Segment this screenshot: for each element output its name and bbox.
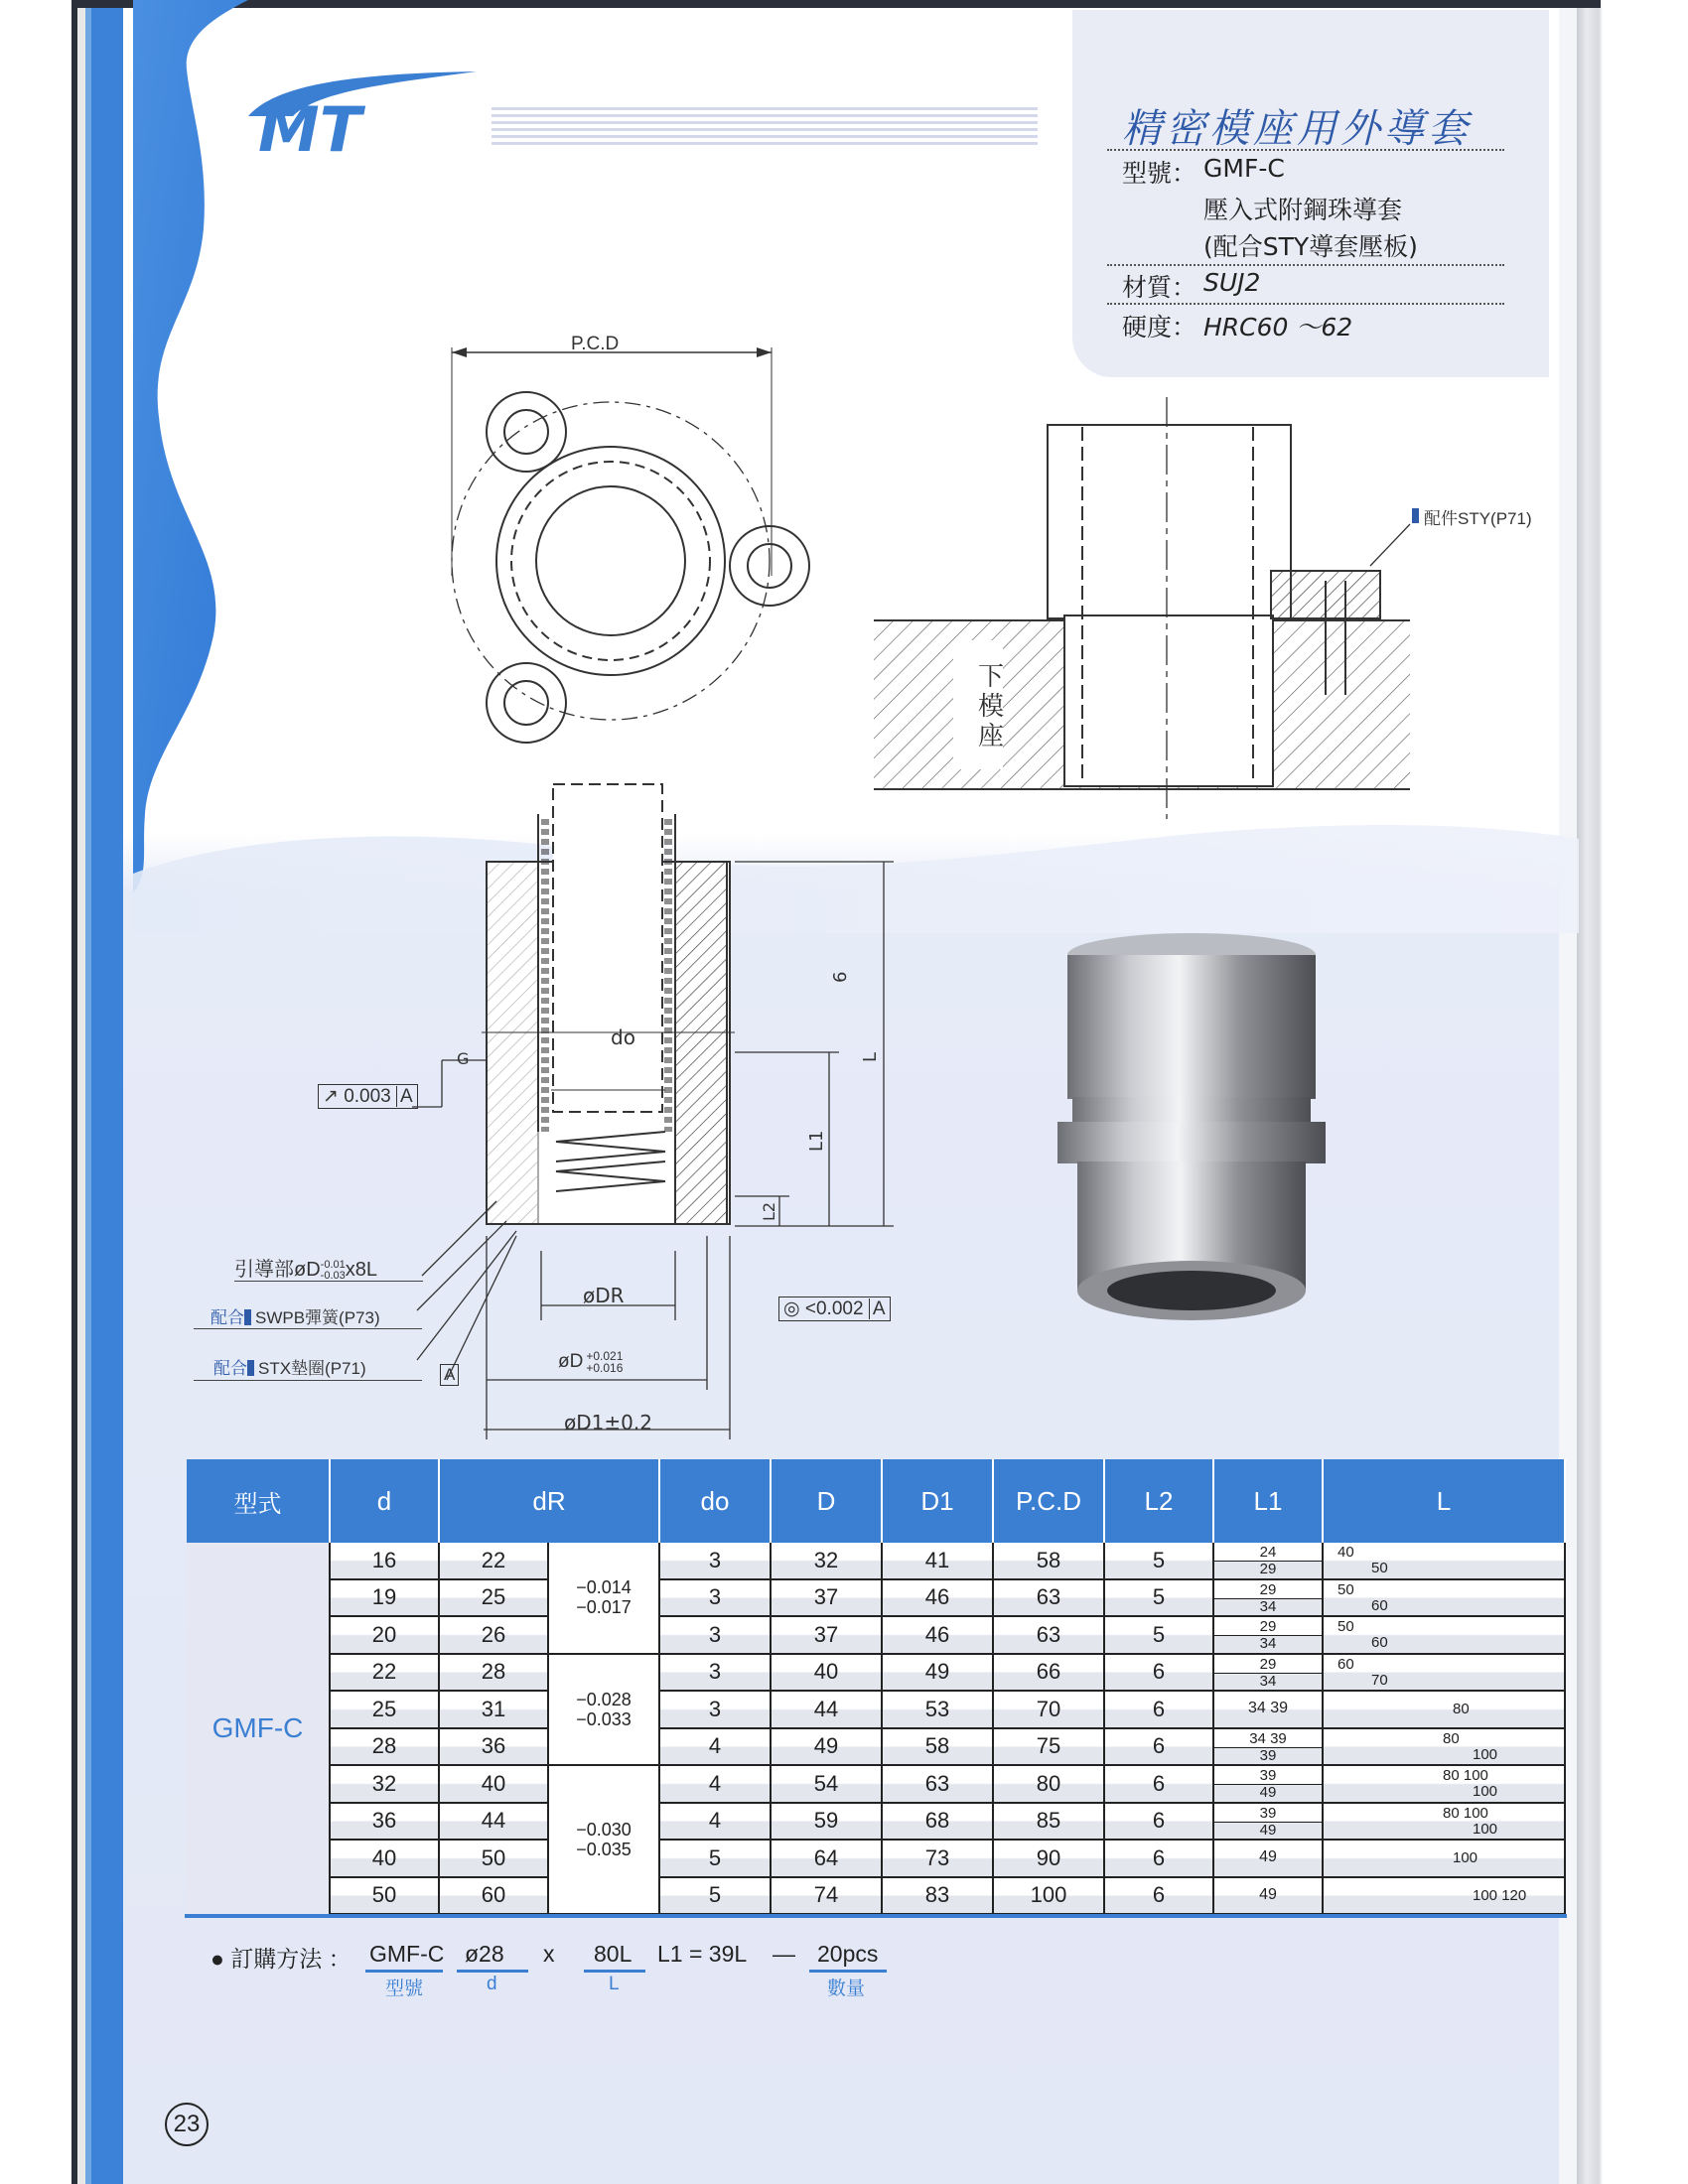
l-value-a: 80 100 (1443, 1767, 1488, 1784)
l1-value: 34 39 (1247, 1700, 1289, 1716)
l1-value-a: 29 (1259, 1655, 1277, 1673)
D1-cell: 58 (882, 1728, 993, 1766)
sty-part-label: 配件STY(P71) (1424, 509, 1532, 528)
l1-cell (1213, 1654, 1323, 1692)
dr-cell: 22 (439, 1543, 548, 1579)
l-cell (1323, 1728, 1565, 1766)
order-dash: — (773, 1941, 795, 1967)
do-cell: 4 (659, 1728, 771, 1766)
pcd-cell: 66 (993, 1654, 1104, 1692)
D-cell: 74 (771, 1877, 882, 1915)
concentricity-value: <0.002 (804, 1298, 864, 1319)
D1-cell: 68 (882, 1803, 993, 1841)
washer-fit-text: STX墊圈(P71) (258, 1359, 366, 1378)
model-value: GMF-C (1203, 154, 1285, 183)
underline (365, 1970, 443, 1973)
D1-cell: 46 (882, 1616, 993, 1654)
do-cell: 4 (659, 1803, 771, 1841)
dr-cell: 44 (439, 1803, 548, 1841)
tolerance-lower: −0.033 (576, 1708, 632, 1729)
l1-value-a: 29 (1259, 1618, 1277, 1635)
D1-cell: 41 (882, 1543, 993, 1579)
l2-cell: 6 (1104, 1803, 1213, 1841)
hardness-label: 硬度： (1122, 313, 1197, 341)
l-cell (1323, 1765, 1565, 1803)
l-value-a: 40 (1337, 1544, 1354, 1561)
l-tol-label: L (860, 1051, 881, 1062)
lower-die-seat-label-2: 模 (978, 692, 1005, 722)
dr-cell: 60 (439, 1877, 548, 1915)
header-pcd: P.C.D (993, 1459, 1104, 1543)
d-cell: 36 (330, 1803, 439, 1841)
guide-part-text: 引導部øD (234, 1259, 321, 1281)
table-row (187, 1654, 1565, 1692)
l-cell (1323, 1803, 1565, 1841)
d-cell: 40 (330, 1840, 439, 1877)
l2-cell: 6 (1104, 1840, 1213, 1877)
od-label (558, 1350, 623, 1374)
pcd-cell: 63 (993, 1616, 1104, 1654)
dr-cell: 40 (439, 1765, 548, 1803)
underline (809, 1970, 887, 1973)
l-value-a: 80 (1443, 1729, 1460, 1747)
spring-fit-prefix: 配合 (211, 1308, 244, 1327)
order-qty: 20pcs (817, 1941, 879, 1967)
do-cell: 4 (659, 1765, 771, 1803)
l2-cell: 5 (1104, 1579, 1213, 1617)
d-cell: 28 (330, 1728, 439, 1766)
header-dr: dR (439, 1459, 659, 1543)
lower-die-seat-label-3: 座 (978, 722, 1005, 751)
blue-marker-icon (247, 1360, 254, 1376)
guide-bushing-section (482, 784, 735, 1224)
l-value-a: 80 100 (1443, 1804, 1488, 1822)
l1-cell (1213, 1579, 1323, 1617)
l1-value-b: 34 (1214, 1598, 1322, 1614)
model-label: 型號： (1122, 159, 1197, 188)
datum-a: A (869, 1298, 886, 1319)
l1-value-a: 34 39 (1249, 1729, 1287, 1747)
D-cell: 49 (771, 1728, 882, 1766)
do-cell: 3 (659, 1654, 771, 1692)
dr-cell: 36 (439, 1728, 548, 1766)
D-cell: 44 (771, 1691, 882, 1728)
l-cell (1323, 1543, 1565, 1579)
datum-a: A (396, 1086, 413, 1107)
l1-value-a: 39 (1259, 1767, 1277, 1784)
table-row (187, 1616, 1565, 1654)
od-tolerance (586, 1350, 623, 1374)
l-value-b: 100 (1473, 1745, 1498, 1763)
table-row (187, 1803, 1565, 1841)
do-cell: 5 (659, 1877, 771, 1915)
l1-value-b: 29 (1214, 1561, 1322, 1576)
g-label-1: G (457, 1049, 470, 1068)
D-cell: 64 (771, 1840, 882, 1877)
spring-fit-text: SWPB彈簧(P73) (255, 1308, 380, 1327)
l2-cell: 5 (1104, 1543, 1213, 1579)
flatness-icon: ↗ (323, 1086, 339, 1107)
pcd-cell: 70 (993, 1691, 1104, 1728)
order-qty-sub: 數量 (827, 1979, 866, 1999)
table-bottom-rule (185, 1914, 1567, 1918)
l2-cell: 5 (1104, 1616, 1213, 1654)
guide-tol-sub: -0.03 (320, 1269, 346, 1282)
l1-cell (1213, 1840, 1323, 1877)
l1-value-a: 39 (1259, 1804, 1277, 1822)
l1-cell (1213, 1616, 1323, 1654)
l-value-a: 60 (1337, 1655, 1354, 1673)
pcd-cell: 100 (993, 1877, 1104, 1915)
D-cell: 40 (771, 1654, 882, 1692)
do-label: do (611, 1025, 635, 1049)
l-value-b: 50 (1371, 1560, 1388, 1576)
d-cell: 25 (330, 1691, 439, 1728)
flatness-callout (318, 1084, 418, 1109)
l1-cell (1213, 1877, 1323, 1915)
l-value-b: 100 (1473, 1820, 1498, 1838)
dr-cell: 31 (439, 1691, 548, 1728)
order-label-text: 訂購方法 ： (230, 1946, 352, 1972)
tolerance-upper: −0.030 (576, 1820, 632, 1840)
l-cell (1323, 1691, 1565, 1728)
product-title: 精密模座用外導套 (1122, 106, 1472, 152)
l1-cell (1213, 1728, 1323, 1766)
l-cell (1323, 1654, 1565, 1692)
underline (194, 1328, 422, 1329)
l-cell (1323, 1579, 1565, 1617)
D1-cell: 73 (882, 1840, 993, 1877)
order-model-sub: 型號 (385, 1979, 424, 1999)
dr-cell: 50 (439, 1840, 548, 1877)
l-value-a: 50 (1337, 1580, 1354, 1598)
header-l1: L1 (1213, 1459, 1323, 1543)
d-cell: 19 (330, 1579, 439, 1617)
table-row (187, 1579, 1565, 1617)
description-line-1: 壓入式附鋼珠導套 (1203, 196, 1403, 224)
pcd-cell: 75 (993, 1728, 1104, 1766)
l1-value-b: 49 (1214, 1784, 1322, 1800)
l1-value-b: 39 (1214, 1747, 1322, 1763)
lower-die-seat-label-1: 下 (978, 662, 1005, 692)
table-row (187, 1840, 1565, 1877)
l1-value-b: 34 (1214, 1673, 1322, 1689)
bullet-icon: ● (211, 1946, 224, 1972)
spec-table (187, 1459, 1566, 1915)
l-cell (1323, 1616, 1565, 1654)
d-cell: 20 (330, 1616, 439, 1654)
pcd-cell: 63 (993, 1579, 1104, 1617)
l-value: 100 (1453, 1849, 1478, 1866)
svg-text:MT: MT (258, 93, 361, 161)
blue-marker-icon (244, 1309, 251, 1325)
l1-cell (1213, 1803, 1323, 1841)
material-value: SUJ2 (1203, 268, 1261, 297)
tolerance-lower: −0.017 (576, 1597, 632, 1618)
datum-a-box: A (440, 1364, 459, 1386)
l2-cell: 6 (1104, 1877, 1213, 1915)
tolerance-cell (548, 1543, 659, 1654)
description-line-2: (配合STY導套壓板) (1203, 232, 1418, 261)
pcd-cell: 85 (993, 1803, 1104, 1841)
order-d: ø28 (465, 1941, 504, 1967)
l-value-a: 50 (1337, 1618, 1354, 1635)
d-cell: 16 (330, 1543, 439, 1579)
table-row (187, 1728, 1565, 1766)
l-cell (1323, 1877, 1565, 1915)
concentricity-icon: ◎ (783, 1298, 800, 1319)
D-cell: 37 (771, 1616, 882, 1654)
D-cell: 37 (771, 1579, 882, 1617)
odr-label: øDR (583, 1284, 625, 1307)
product-photo (1053, 933, 1331, 1330)
D-cell: 59 (771, 1803, 882, 1841)
l2-cell: 6 (1104, 1654, 1213, 1692)
tolerance-cell (548, 1765, 659, 1914)
pcd-cell: 58 (993, 1543, 1104, 1579)
assembly-section-drawing (874, 397, 1410, 819)
l-value-b: 100 (1473, 1783, 1498, 1800)
underline (194, 1380, 422, 1381)
l1-value-b: 49 (1214, 1822, 1322, 1838)
D1-cell: 53 (882, 1691, 993, 1728)
dr-cell: 26 (439, 1616, 548, 1654)
table-row (187, 1877, 1565, 1915)
table-row (187, 1765, 1565, 1803)
do-cell: 3 (659, 1616, 771, 1654)
order-length-sub: L (609, 1974, 620, 1994)
l1-cell (1213, 1765, 1323, 1803)
l1-value: 49 (1259, 1885, 1277, 1903)
material-label: 材質： (1122, 273, 1197, 302)
od-tol-sub: +0.016 (586, 1361, 624, 1375)
model-cell: GMF-C (187, 1543, 330, 1914)
underline (234, 1281, 423, 1282)
d-cell: 22 (330, 1654, 439, 1692)
l-value-b: 70 (1371, 1671, 1388, 1689)
dr-cell: 25 (439, 1579, 548, 1617)
l-cell (1323, 1840, 1565, 1877)
d-cell: 50 (330, 1877, 439, 1915)
guide-part-tolerance (321, 1260, 346, 1282)
l1-value-b: 34 (1214, 1635, 1322, 1651)
header-type: 型式 (187, 1459, 330, 1543)
do-cell: 3 (659, 1579, 771, 1617)
D1-cell: 63 (882, 1765, 993, 1803)
tolerance-upper: −0.014 (576, 1577, 632, 1598)
l1-value-a: 24 (1259, 1544, 1277, 1561)
pcd-label: P.C.D (571, 334, 620, 354)
D1-cell: 83 (882, 1877, 993, 1915)
order-x: x (543, 1941, 555, 1967)
tolerance-lower: −0.035 (576, 1840, 632, 1859)
tolerance-upper: −0.028 (576, 1689, 632, 1709)
hardness-value: HRC60 ～62 (1203, 313, 1353, 341)
order-label (211, 1941, 352, 1974)
D-cell: 32 (771, 1543, 882, 1579)
guide-part-label (234, 1253, 377, 1282)
od1-label: øD1±0.2 (564, 1411, 652, 1434)
table-body (187, 1543, 1565, 1914)
order-l1: L1 = 39L (657, 1941, 748, 1967)
table-row (187, 1543, 1565, 1579)
pcd-cell: 90 (993, 1840, 1104, 1877)
header-l: L (1323, 1459, 1565, 1543)
washer-fit-prefix: 配合 (213, 1359, 247, 1378)
l-value-b: 60 (1371, 1634, 1388, 1651)
l1-label: L1 (806, 1130, 827, 1152)
pcd-cell: 80 (993, 1765, 1104, 1803)
header-d: d (330, 1459, 439, 1543)
guide-part-tail: x8L (345, 1259, 377, 1281)
top-view-drawing (452, 347, 809, 743)
do-cell: 3 (659, 1691, 771, 1728)
header-D1: D1 (882, 1459, 993, 1543)
l2-cell: 6 (1104, 1728, 1213, 1766)
table-row (187, 1691, 1565, 1728)
order-length: 80L (594, 1941, 633, 1967)
l-value-b: 60 (1371, 1596, 1388, 1614)
flatness-value: 0.003 (344, 1086, 391, 1107)
order-model: GMF-C (369, 1941, 445, 1967)
D1-cell: 49 (882, 1654, 993, 1692)
concentricity-callout (778, 1297, 891, 1321)
page-number: 23 (165, 2103, 209, 2146)
l2-cell: 6 (1104, 1765, 1213, 1803)
dr-cell: 28 (439, 1654, 548, 1692)
od-tol-sup: +0.021 (586, 1349, 624, 1363)
washer-fit-label (213, 1354, 366, 1379)
tolerance-cell (548, 1654, 659, 1766)
underline (457, 1970, 528, 1973)
od-text: øD (558, 1351, 584, 1373)
l1-cell (1213, 1691, 1323, 1728)
l2-cell: 6 (1104, 1691, 1213, 1728)
header-do: do (659, 1459, 771, 1543)
header-l2: L2 (1104, 1459, 1213, 1543)
l1-value: 49 (1259, 1848, 1277, 1865)
l2-label: L2 (760, 1201, 778, 1221)
l1-cell (1213, 1543, 1323, 1579)
spring-fit-label (211, 1303, 380, 1328)
d-cell: 32 (330, 1765, 439, 1803)
underline (584, 1970, 645, 1973)
order-d-sub: d (487, 1974, 497, 1994)
guide-tol-sup: -0.01 (320, 1258, 346, 1271)
header-D: D (771, 1459, 882, 1543)
do-cell: 3 (659, 1543, 771, 1579)
l-value: 80 (1453, 1701, 1470, 1717)
tol6-label: 6 (830, 971, 851, 983)
D-cell: 54 (771, 1765, 882, 1803)
l-value: 100 120 (1473, 1886, 1527, 1904)
do-cell: 5 (659, 1840, 771, 1877)
l1-value-a: 29 (1259, 1580, 1277, 1598)
D1-cell: 46 (882, 1579, 993, 1617)
